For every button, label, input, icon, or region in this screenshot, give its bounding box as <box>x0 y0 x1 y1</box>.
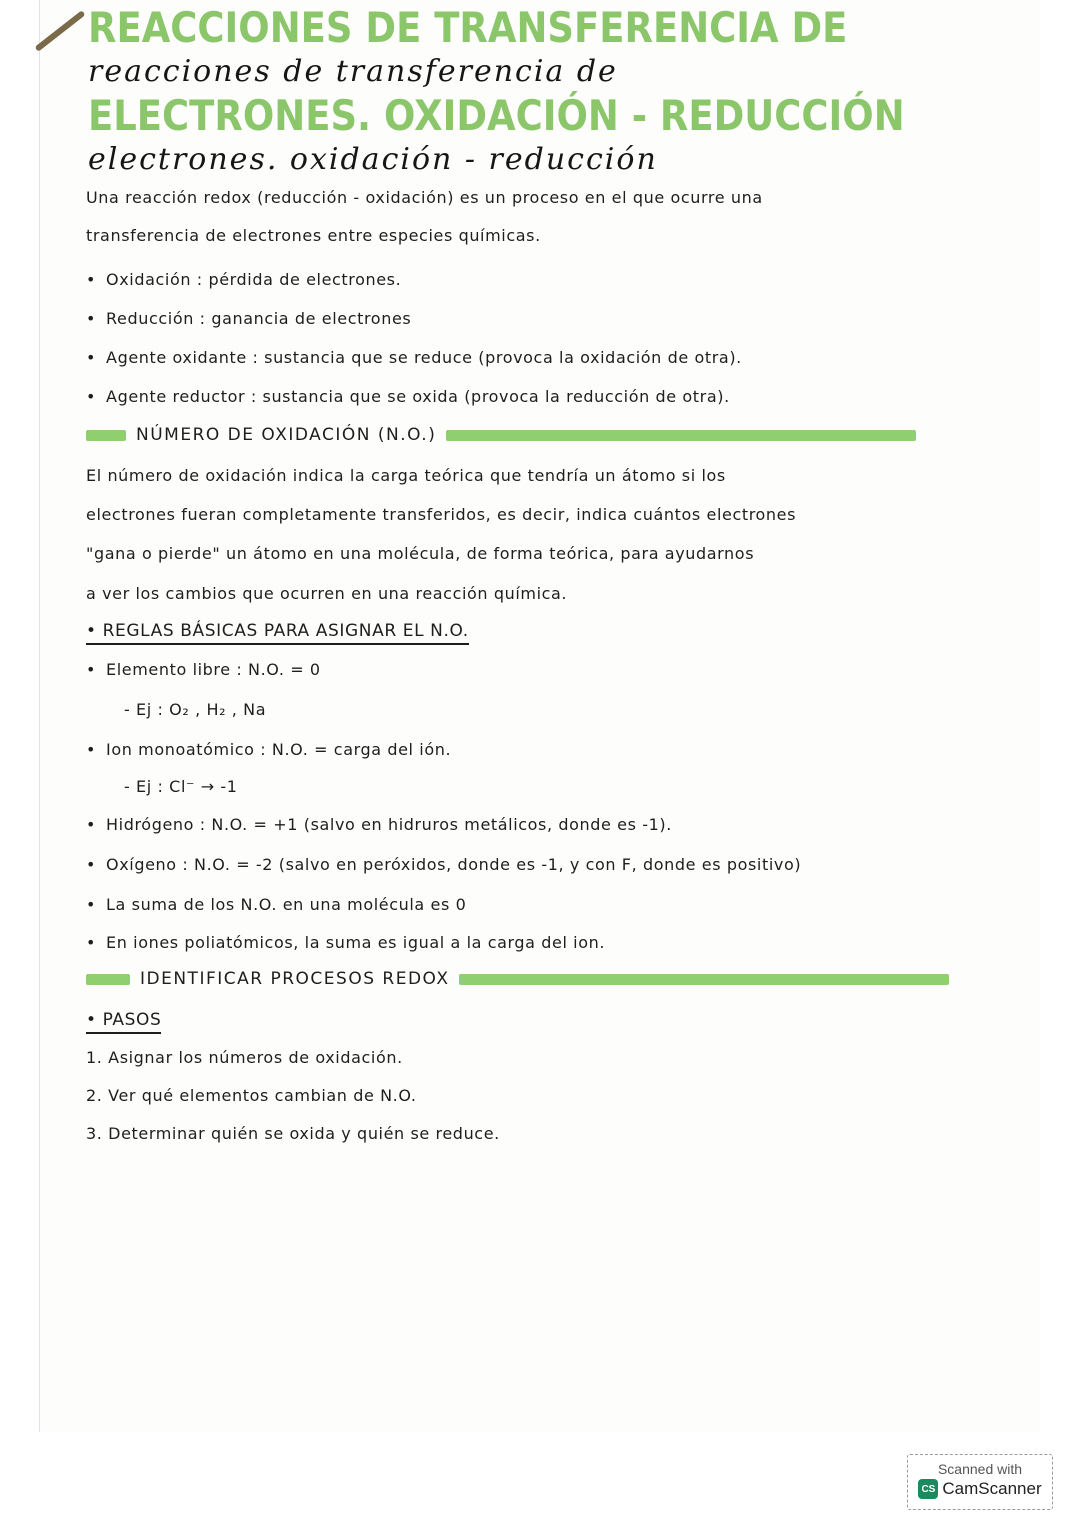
definition-item: • Reducción : ganancia de electrones <box>86 308 411 330</box>
heading-text: IDENTIFICAR PROCESOS REDOX <box>140 969 450 989</box>
steps-title: • PASOS <box>86 1010 161 1034</box>
paragraph-line: electrones fueran completamente transferidos, es decir, indica cuántos electrones <box>86 505 797 524</box>
camscanner-watermark <box>907 1454 1053 1510</box>
rule-item: • Oxígeno : N.O. = -2 (salvo en peróxidos, donde es -1, y con F, donde es positivo) <box>86 854 801 876</box>
title-caps-line2: ELECTRONES. OXIDACIÓN - REDUCCIÓN <box>88 91 905 140</box>
notes-body <box>0 22 1080 1222</box>
rule-example: - Ej : Cl⁻ → -1 <box>124 777 238 796</box>
definition-item: • Agente oxidante : sustancia que se reduce (provoca la oxidación de otra). <box>86 347 742 369</box>
rules-title: • REGLAS BÁSICAS PARA ASIGNAR EL N.O. <box>86 621 469 645</box>
watermark-caption: Scanned with <box>937 1461 1023 1477</box>
highlight-mark <box>86 974 130 985</box>
rule-item: • Elemento libre : N.O. = 0 <box>86 659 321 681</box>
section-heading-oxidation-number <box>86 424 916 446</box>
paragraph-line: a ver los cambios que ocurren en una reacción química. <box>86 584 568 603</box>
title-script-line1: reacciones de transferencia de <box>88 54 618 89</box>
section-heading-redox-processes <box>86 968 949 990</box>
highlight-mark <box>459 974 949 985</box>
paragraph-line: El número de oxidación indica la carga teórica que tendría un átomo si los <box>86 466 726 485</box>
title-caps-line1: REACCIONES DE TRANSFERENCIA DE <box>88 3 848 52</box>
title-script-line2: electrones. oxidación - reducción <box>88 142 658 177</box>
definition-item: • Oxidación : pérdida de electrones. <box>86 269 401 291</box>
intro-line: transferencia de electrones entre especies químicas. <box>86 226 541 245</box>
step-item: 2. Ver qué elementos cambian de N.O. <box>86 1086 417 1105</box>
rule-item: • En iones poliatómicos, la suma es igual a la carga del ion. <box>86 932 605 954</box>
highlight-mark <box>446 430 916 441</box>
definition-item: • Agente reductor : sustancia que se oxida (provoca la reducción de otra). <box>86 386 730 408</box>
step-item: 1. Asignar los números de oxidación. <box>86 1048 403 1067</box>
highlight-mark <box>86 430 126 441</box>
intro-line: Una reacción redox (reducción - oxidación) es un proceso en el que ocurre una <box>86 188 763 207</box>
heading-text: NÚMERO DE OXIDACIÓN (N.O.) <box>136 425 437 445</box>
rule-item: • Ion monoatómico : N.O. = carga del ión. <box>86 739 451 761</box>
rule-example: - Ej : O₂ , H₂ , Na <box>124 700 267 719</box>
camscanner-logo-icon: CS <box>918 1479 938 1499</box>
rule-item: • Hidrógeno : N.O. = +1 (salvo en hidruros metálicos, donde es -1). <box>86 814 672 836</box>
rule-item: • La suma de los N.O. en una molécula es 0 <box>86 894 466 916</box>
paragraph-line: "gana o pierde" un átomo en una molécula, de forma teórica, para ayudarnos <box>86 544 755 563</box>
watermark-brand: CamScanner <box>942 1479 1042 1498</box>
step-item: 3. Determinar quién se oxida y quién se reduce. <box>86 1124 500 1143</box>
